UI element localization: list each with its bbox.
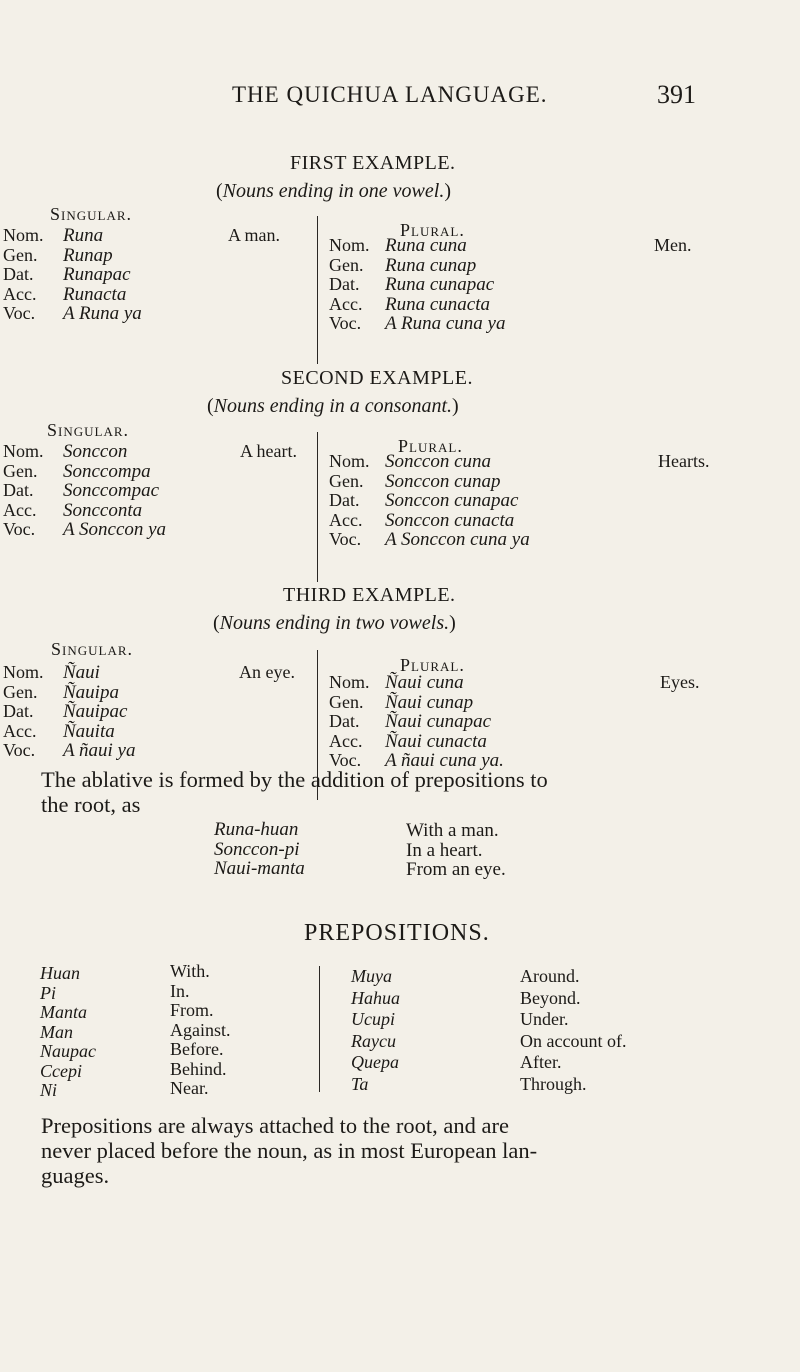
plural-case-label: Gen. <box>329 254 364 275</box>
closing-paragraph-line-1: Prepositions are always attached to the root, and are <box>41 1113 509 1138</box>
preposition-word: Ni <box>40 1080 58 1100</box>
singular-gloss: A heart. <box>240 441 297 461</box>
preposition-translation: Around. <box>520 966 580 986</box>
singular-heading: Singular. <box>47 420 130 440</box>
plural-form: Sonccon cuna <box>385 451 492 472</box>
singular-case-label: Voc. <box>3 519 36 539</box>
preposition-translation: On account of. <box>520 1030 627 1051</box>
subtitle-open-paren: ( <box>207 395 214 417</box>
singular-case-label: Gen. <box>3 681 38 702</box>
example-title: THIRD EXAMPLE. <box>283 584 456 606</box>
plural-form: Ñaui cunap <box>385 691 474 713</box>
example-title: FIRST EXAMPLE. <box>290 152 456 174</box>
preposition-word: Ta <box>351 1073 369 1094</box>
plural-form: Runa cuna <box>385 235 467 256</box>
singular-case-label: Nom. <box>3 441 44 461</box>
singular-case-label: Acc. <box>3 499 37 520</box>
ablative-example-words <box>214 820 305 879</box>
preposition-word: Muya <box>351 966 392 986</box>
column-divider <box>317 216 318 364</box>
singular-case-label: Voc. <box>3 740 36 760</box>
singular-form: Ñauipa <box>63 681 119 703</box>
prepositions-right-translations <box>520 966 626 1095</box>
preposition-word: Quepa <box>351 1052 399 1072</box>
plural-case-label: Dat. <box>329 490 360 510</box>
subtitle-close-paren: ) <box>452 395 459 417</box>
plural-form: Sonccon cunapac <box>385 490 519 511</box>
example-title: SECOND EXAMPLE. <box>281 367 473 389</box>
singular-form: Runa <box>63 225 104 246</box>
plural-case-label: Acc. <box>329 293 363 314</box>
preposition-translation: Near. <box>170 1078 209 1098</box>
preposition-translation: Through. <box>520 1073 587 1094</box>
singular-form: Soncconta <box>63 499 143 521</box>
subtitle-open-paren: ( <box>213 612 220 634</box>
plural-form: Runa cunap <box>385 254 477 276</box>
singular-form: Ñaui <box>63 662 100 683</box>
example-subtitle <box>207 395 459 418</box>
plural-form: Runa cunapac <box>385 274 495 295</box>
plural-heading: Plural. <box>400 220 465 240</box>
plural-form: Ñaui cuna <box>385 672 464 693</box>
singular-case-label: Voc. <box>3 303 36 323</box>
preposition-translation: Against. <box>170 1019 231 1040</box>
ablative-example-word: Sonccon-pi <box>214 838 300 860</box>
plural-heading: Plural. <box>398 436 463 456</box>
preposition-word: Naupac <box>40 1041 96 1061</box>
singular-form: A ñaui ya <box>63 740 136 761</box>
prepositions-heading: PREPOSITIONS. <box>304 920 490 946</box>
plural-form: A Sonccon cuna ya <box>385 529 530 550</box>
singular-form: Sonccompa <box>63 460 151 482</box>
singular-form: Runap <box>63 244 113 266</box>
plural-case-label: Nom. <box>329 235 370 255</box>
singular-case-label: Gen. <box>3 244 38 265</box>
singular-heading: Singular. <box>50 204 133 224</box>
plural-case-label: Voc. <box>329 750 362 770</box>
prepositions-right-words <box>351 966 400 1095</box>
ablative-paragraph-line-2: the root, as <box>41 792 141 817</box>
preposition-translation: Behind. <box>170 1058 227 1079</box>
ablative-example-translations <box>406 821 506 880</box>
plural-case-label: Nom. <box>329 672 370 692</box>
plural-case-label: Gen. <box>329 691 364 712</box>
singular-case-label: Dat. <box>3 701 34 721</box>
plural-case-label: Voc. <box>329 529 362 549</box>
preposition-word: Hahua <box>351 987 400 1008</box>
closing-paragraph-line-3: guages. <box>41 1163 110 1188</box>
singular-gloss: An eye. <box>239 662 295 682</box>
preposition-word: Ccepi <box>40 1060 82 1081</box>
prepositions-column-divider <box>319 966 320 1092</box>
plural-case-label: Voc. <box>329 313 362 333</box>
ablative-example-word: Runa-huan <box>214 819 299 840</box>
singular-case-label: Gen. <box>3 460 38 481</box>
ablative-example-translation: In a heart. <box>406 839 483 861</box>
plural-case-label: Dat. <box>329 274 360 294</box>
singular-form: Runacta <box>63 283 127 305</box>
plural-case-label: Acc. <box>329 730 363 751</box>
singular-form: Runapac <box>63 264 131 285</box>
singular-form: A Runa ya <box>63 303 142 324</box>
singular-form: Ñauita <box>63 720 115 742</box>
preposition-translation: From. <box>170 1000 214 1020</box>
ablative-paragraph-line-1: The ablative is formed by the addition of prepositions to <box>41 767 548 792</box>
preposition-word: Ucupi <box>351 1009 395 1029</box>
plural-form: Ñaui cunapac <box>385 711 492 732</box>
subtitle-text: Nouns ending in one vowel. <box>222 180 445 202</box>
plural-form: Sonccon cunacta <box>385 509 515 531</box>
running-header-title: THE QUICHUA LANGUAGE. <box>232 82 548 107</box>
preposition-translation: Under. <box>520 1009 569 1029</box>
plural-case-label: Dat. <box>329 711 360 731</box>
singular-form: Sonccompac <box>63 480 160 501</box>
plural-gloss: Men. <box>654 235 692 255</box>
plural-case-label: Acc. <box>329 509 363 530</box>
prepositions-left-words <box>40 964 96 1101</box>
subtitle-text: Nouns ending in a consonant. <box>213 395 453 417</box>
plural-form: Runa cunacta <box>385 293 491 315</box>
singular-gloss: A man. <box>228 225 280 245</box>
plural-case-label: Nom. <box>329 451 370 471</box>
subtitle-close-paren: ) <box>444 180 451 202</box>
singular-case-label: Acc. <box>3 720 37 741</box>
subtitle-open-paren: ( <box>216 180 223 202</box>
subtitle-text: Nouns ending in two vowels. <box>219 612 450 634</box>
plural-form: A Runa cuna ya <box>385 313 506 334</box>
singular-case-label: Nom. <box>3 662 44 682</box>
preposition-word: Pi <box>40 982 56 1003</box>
subtitle-close-paren: ) <box>449 612 456 634</box>
singular-form: Ñauipac <box>63 701 128 722</box>
page-number: 391 <box>657 80 696 109</box>
preposition-translation: In. <box>170 980 190 1001</box>
plural-form: Sonccon cunap <box>385 470 501 492</box>
singular-case-label: Acc. <box>3 283 37 304</box>
plural-gloss: Eyes. <box>660 672 700 692</box>
ablative-example-word: Naui-manta <box>214 858 305 879</box>
singular-case-label: Dat. <box>3 480 34 500</box>
column-divider <box>317 432 318 582</box>
preposition-translation: With. <box>170 961 210 981</box>
preposition-translation: After. <box>520 1052 562 1072</box>
preposition-word: Raycu <box>351 1030 396 1051</box>
singular-form: A Sonccon ya <box>63 519 167 540</box>
singular-form: Sonccon <box>63 441 128 462</box>
preposition-word: Huan <box>40 963 80 983</box>
singular-heading: Singular. <box>51 639 134 659</box>
closing-paragraph-line-2: never placed before the noun, as in most European lan- <box>41 1138 538 1163</box>
plural-heading: Plural. <box>400 655 465 675</box>
plural-case-label: Gen. <box>329 470 364 491</box>
plural-form: Ñaui cunacta <box>385 730 487 752</box>
preposition-word: Manta <box>40 1002 87 1022</box>
plural-form: A ñaui cuna ya. <box>385 750 504 771</box>
preposition-translation: Beyond. <box>520 987 581 1008</box>
singular-case-label: Dat. <box>3 264 34 284</box>
singular-case-label: Nom. <box>3 225 44 245</box>
ablative-example-translation: With a man. <box>406 820 499 841</box>
example-subtitle <box>213 612 456 635</box>
preposition-word: Man <box>40 1021 73 1042</box>
example-subtitle <box>216 180 451 203</box>
preposition-translation: Before. <box>170 1039 224 1059</box>
ablative-example-translation: From an eye. <box>406 859 506 880</box>
prepositions-left-translations <box>170 962 231 1099</box>
plural-gloss: Hearts. <box>658 451 710 471</box>
